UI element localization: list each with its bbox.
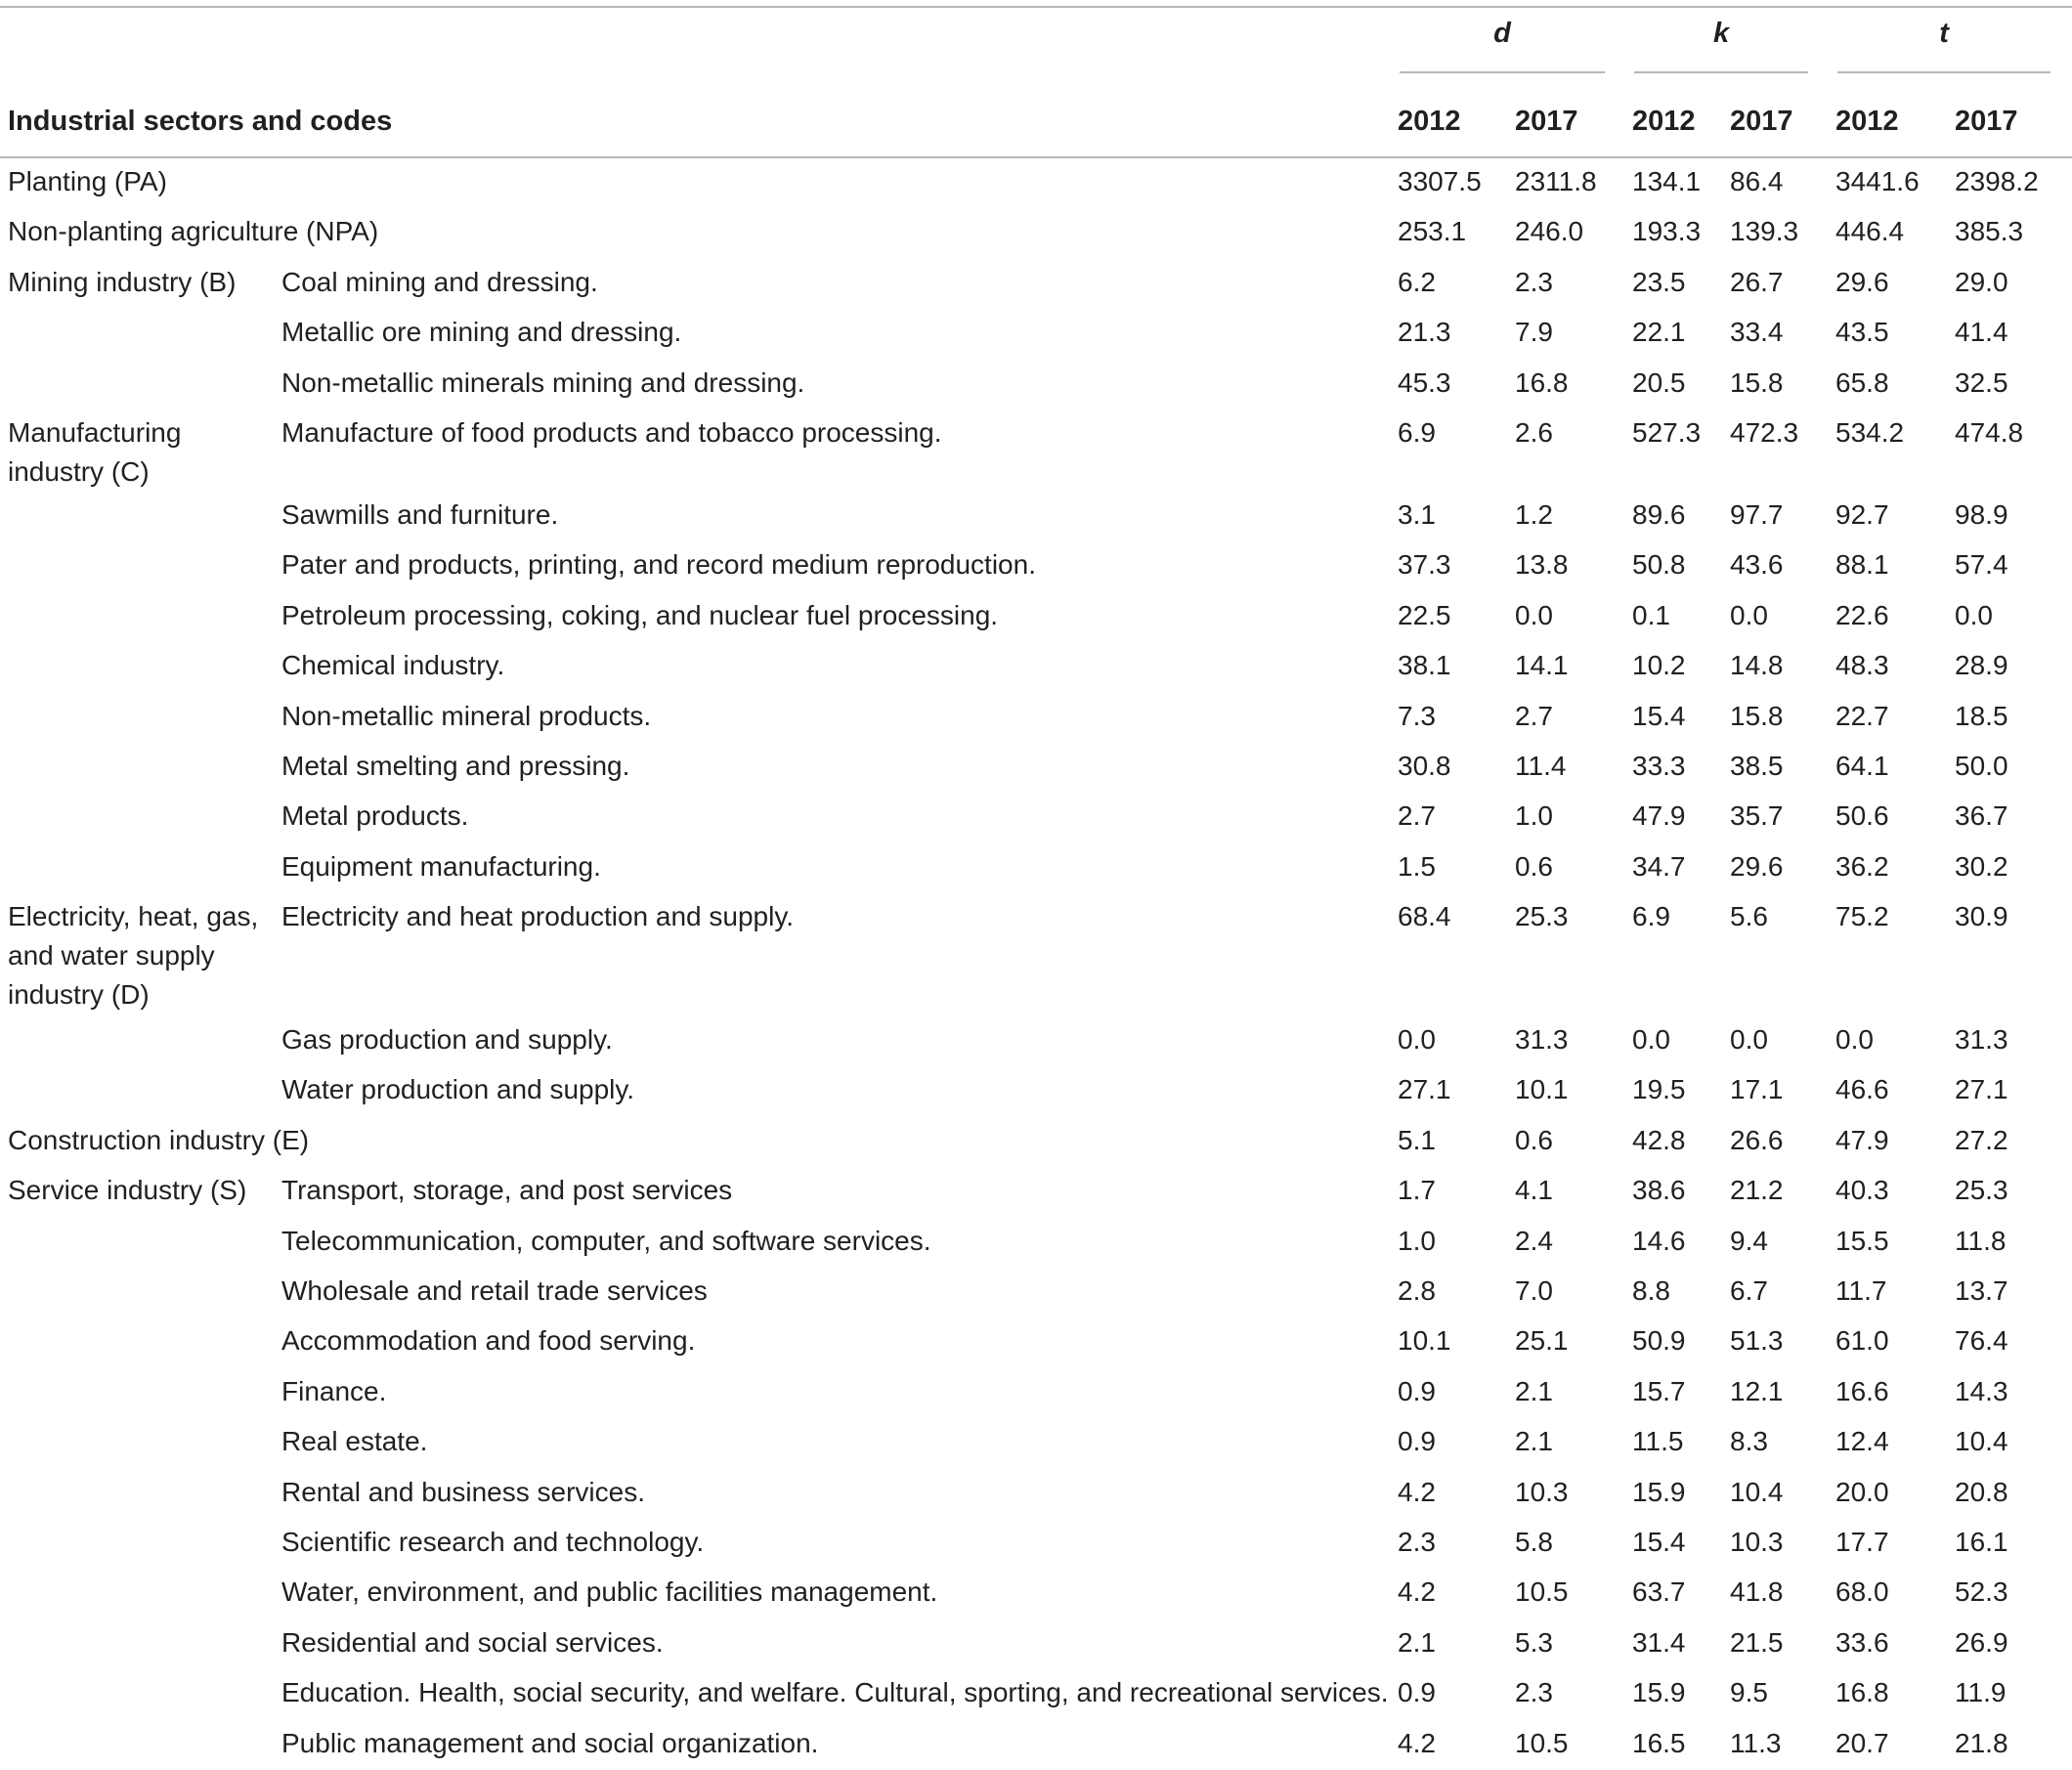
value-cell: 16.8: [1515, 367, 1569, 398]
value-cell: 472.3: [1730, 416, 1799, 448]
row-category: [0, 1066, 276, 1116]
value-cell: 27.1: [1955, 1074, 2008, 1105]
value-cell: 68.0: [1835, 1576, 1889, 1608]
value-cell: 4.1: [1515, 1175, 1553, 1206]
value-cell: 7.3: [1398, 700, 1436, 731]
value-cell: 2398.2: [1955, 166, 2039, 196]
value-cell: 64.1: [1835, 750, 1889, 781]
row-category: [0, 693, 276, 743]
value-cell: 32.5: [1955, 367, 2008, 398]
value-cell: 21.2: [1730, 1175, 1784, 1206]
table-row: [0, 1268, 2072, 1317]
value-cell: 12.4: [1835, 1426, 1889, 1457]
row-category: [0, 1619, 276, 1669]
table-row: [0, 1016, 2072, 1066]
value-cell: 0.0: [1515, 599, 1553, 630]
row-sector: Electricity and heat production and supply.: [281, 901, 795, 932]
table-body: [0, 157, 2072, 1770]
row-sector: Pater and products, printing, and record medium reproduction.: [281, 549, 1036, 581]
value-cell: 10.5: [1515, 1576, 1569, 1608]
group-header-t: t: [1830, 7, 2072, 86]
value-cell: 1.5: [1398, 850, 1436, 882]
value-cell: 2311.8: [1515, 166, 1597, 196]
value-cell: 29.6: [1835, 266, 1889, 297]
row-category: Manufacturing industry (C): [8, 416, 182, 487]
value-cell: 6.9: [1632, 901, 1670, 932]
value-cell: 0.6: [1515, 1124, 1553, 1155]
row-category: [0, 642, 276, 692]
value-cell: 2.8: [1398, 1275, 1436, 1307]
row-sector: Water, environment, and public facilities management.: [281, 1576, 938, 1608]
row-category: [0, 492, 276, 541]
table-row: [0, 642, 2072, 692]
table-row: [0, 1418, 2072, 1468]
value-cell: 385.3: [1955, 216, 2024, 247]
table-row: [0, 208, 2072, 258]
row-sector: Real estate.: [281, 1426, 428, 1457]
value-cell: 1.0: [1398, 1225, 1436, 1256]
value-cell: 13.8: [1515, 549, 1569, 581]
value-cell: 57.4: [1955, 549, 2008, 581]
value-cell: 0.9: [1398, 1677, 1436, 1708]
row-category: [0, 592, 276, 642]
value-cell: 41.4: [1955, 317, 2008, 348]
value-cell: 30.2: [1955, 850, 2008, 882]
value-cell: 14.3: [1955, 1375, 2008, 1406]
value-cell: 46.6: [1835, 1074, 1889, 1105]
value-cell: 6.7: [1730, 1275, 1768, 1307]
year-header: 2017: [1949, 86, 2072, 157]
value-cell: 52.3: [1955, 1576, 2008, 1608]
row-sector: Public management and social organization.: [281, 1727, 819, 1758]
value-cell: 20.8: [1955, 1476, 2008, 1507]
table-row: [0, 157, 2072, 208]
row-category: [0, 1268, 276, 1317]
value-cell: 42.8: [1632, 1124, 1686, 1155]
value-cell: 16.1: [1955, 1526, 2008, 1557]
table-row: [0, 1569, 2072, 1619]
row-sector: Transport, storage, and post services: [281, 1175, 733, 1206]
value-cell: 17.7: [1835, 1526, 1889, 1557]
table-row: [0, 693, 2072, 743]
value-cell: 86.4: [1730, 166, 1784, 196]
row-sector: Wholesale and retail trade services: [281, 1275, 708, 1307]
value-cell: 11.8: [1955, 1225, 2007, 1256]
value-cell: 0.6: [1515, 850, 1553, 882]
value-cell: 3.1: [1398, 498, 1436, 530]
row-sector: Equipment manufacturing.: [281, 850, 601, 882]
value-cell: 47.9: [1835, 1124, 1889, 1155]
row-sector: Non-metallic mineral products.: [281, 700, 652, 731]
value-cell: 17.1: [1730, 1074, 1784, 1105]
value-cell: 11.4: [1515, 750, 1567, 781]
value-cell: 40.3: [1835, 1175, 1889, 1206]
value-cell: 38.1: [1398, 650, 1451, 681]
value-cell: 31.3: [1515, 1024, 1569, 1056]
value-cell: 474.8: [1955, 416, 2024, 448]
value-cell: 16.5: [1632, 1727, 1686, 1758]
value-cell: 38.6: [1632, 1175, 1686, 1206]
value-cell: 11.9: [1955, 1677, 2007, 1708]
row-category: Planting (PA): [8, 166, 167, 196]
row-sector: Coal mining and dressing.: [281, 266, 598, 297]
value-cell: 43.6: [1730, 549, 1784, 581]
table-row: [0, 1167, 2072, 1217]
value-cell: 15.8: [1730, 367, 1784, 398]
value-cell: 10.1: [1398, 1325, 1451, 1357]
value-cell: 31.4: [1632, 1626, 1686, 1658]
value-cell: 22.5: [1398, 599, 1451, 630]
row-sector: Rental and business services.: [281, 1476, 645, 1507]
value-cell: 38.5: [1730, 750, 1784, 781]
year-header: 2017: [1509, 86, 1626, 157]
value-cell: 65.8: [1835, 367, 1889, 398]
value-cell: 3307.5: [1398, 166, 1482, 196]
value-cell: 20.0: [1835, 1476, 1889, 1507]
value-cell: 21.3: [1398, 317, 1451, 348]
group-header-d: d: [1392, 7, 1626, 86]
table-row: [0, 309, 2072, 359]
value-cell: 1.0: [1515, 800, 1553, 832]
table-row: [0, 1720, 2072, 1770]
table-row: [0, 1669, 2072, 1719]
row-category: [0, 743, 276, 793]
value-cell: 4.2: [1398, 1476, 1436, 1507]
row-sector: Metal products.: [281, 800, 469, 832]
value-cell: 8.3: [1730, 1426, 1768, 1457]
row-category: [0, 1720, 276, 1770]
value-cell: 36.7: [1955, 800, 2008, 832]
table-row: [0, 1519, 2072, 1569]
row-category: Non-planting agriculture (NPA): [8, 216, 379, 247]
value-cell: 22.1: [1632, 317, 1686, 348]
row-category: Construction industry (E): [8, 1124, 310, 1155]
year-header: 2012: [1392, 86, 1509, 157]
row-sector: Gas production and supply.: [281, 1024, 613, 1056]
row-sector: Water production and supply.: [281, 1074, 635, 1105]
value-cell: 29.0: [1955, 266, 2008, 297]
row-sector: Education. Health, social security, and welfare. Cultural, sporting, and recreational services.: [281, 1677, 1389, 1708]
value-cell: 2.3: [1515, 1677, 1553, 1708]
value-cell: 26.9: [1955, 1626, 2008, 1658]
row-category: [0, 1218, 276, 1268]
row-category: [0, 1368, 276, 1418]
value-cell: 22.6: [1835, 599, 1889, 630]
table-row: [0, 259, 2072, 309]
table-row: [0, 541, 2072, 591]
value-cell: 0.1: [1632, 599, 1670, 630]
row-category: Service industry (S): [8, 1175, 247, 1206]
value-cell: 10.1: [1515, 1074, 1569, 1105]
value-cell: 1.7: [1398, 1175, 1436, 1206]
value-cell: 0.0: [1632, 1024, 1670, 1056]
table-row: [0, 793, 2072, 842]
value-cell: 2.6: [1515, 416, 1553, 448]
value-cell: 2.7: [1515, 700, 1553, 731]
row-category: [0, 1519, 276, 1569]
value-cell: 97.7: [1730, 498, 1784, 530]
value-cell: 193.3: [1632, 216, 1702, 247]
value-cell: 15.4: [1632, 700, 1686, 731]
table-row: [0, 1469, 2072, 1519]
table-row: [0, 360, 2072, 410]
value-cell: 16.6: [1835, 1375, 1889, 1406]
group-header-row: [0, 7, 2072, 86]
value-cell: 15.9: [1632, 1677, 1686, 1708]
value-cell: 10.4: [1955, 1426, 2008, 1457]
value-cell: 7.9: [1515, 317, 1553, 348]
value-cell: 20.5: [1632, 367, 1686, 398]
value-cell: 1.2: [1515, 498, 1553, 530]
value-cell: 2.1: [1515, 1426, 1553, 1457]
value-cell: 11.3: [1730, 1727, 1782, 1758]
value-cell: 19.5: [1632, 1074, 1686, 1105]
value-cell: 98.9: [1955, 498, 2008, 530]
value-cell: 2.4: [1515, 1225, 1553, 1256]
value-cell: 29.6: [1730, 850, 1784, 882]
row-sector: Metallic ore mining and dressing.: [281, 317, 682, 348]
value-cell: 25.3: [1955, 1175, 2008, 1206]
year-header: 2012: [1830, 86, 1949, 157]
row-category: Mining industry (B): [8, 266, 237, 297]
value-cell: 9.4: [1730, 1225, 1768, 1256]
row-category: [0, 1669, 276, 1719]
value-cell: 23.5: [1632, 266, 1686, 297]
row-sector: Sawmills and furniture.: [281, 498, 559, 530]
value-cell: 534.2: [1835, 416, 1905, 448]
value-cell: 47.9: [1632, 800, 1686, 832]
value-cell: 13.7: [1955, 1275, 2008, 1307]
value-cell: 6.2: [1398, 266, 1436, 297]
value-cell: 11.5: [1632, 1426, 1684, 1457]
table-row: [0, 1066, 2072, 1116]
row-sector: Non-metallic minerals mining and dressing.: [281, 367, 805, 398]
value-cell: 61.0: [1835, 1325, 1889, 1357]
row-category: [0, 309, 276, 359]
row-sector: Petroleum processing, coking, and nuclear fuel processing.: [281, 599, 999, 630]
value-cell: 2.1: [1398, 1626, 1436, 1658]
value-cell: 43.5: [1835, 317, 1889, 348]
row-sector: Scientific research and technology.: [281, 1526, 705, 1557]
value-cell: 3441.6: [1835, 166, 1920, 196]
value-cell: 18.5: [1955, 700, 2008, 731]
value-cell: 139.3: [1730, 216, 1799, 247]
value-cell: 15.4: [1632, 1526, 1686, 1557]
value-cell: 27.1: [1398, 1074, 1451, 1105]
value-cell: 9.5: [1730, 1677, 1768, 1708]
row-category: [0, 541, 276, 591]
value-cell: 50.9: [1632, 1325, 1686, 1357]
value-cell: 0.0: [1730, 599, 1768, 630]
table-row: [0, 1368, 2072, 1418]
value-cell: 2.7: [1398, 800, 1436, 832]
value-cell: 34.7: [1632, 850, 1686, 882]
table-row: [0, 843, 2072, 893]
value-cell: 2.3: [1515, 266, 1553, 297]
value-cell: 25.1: [1515, 1325, 1569, 1357]
data-table: [0, 6, 2072, 1770]
value-cell: 246.0: [1515, 216, 1584, 247]
value-cell: 14.1: [1515, 650, 1569, 681]
value-cell: 134.1: [1632, 166, 1702, 196]
row-sector: Metal smelting and pressing.: [281, 750, 630, 781]
value-cell: 8.8: [1632, 1275, 1670, 1307]
value-cell: 0.0: [1398, 1024, 1436, 1056]
row-category: [0, 1418, 276, 1468]
value-cell: 25.3: [1515, 901, 1569, 932]
value-cell: 2.1: [1515, 1375, 1553, 1406]
value-cell: 26.6: [1730, 1124, 1784, 1155]
row-sector: Accommodation and food serving.: [281, 1325, 696, 1357]
value-cell: 63.7: [1632, 1576, 1686, 1608]
value-cell: 20.7: [1835, 1727, 1889, 1758]
value-cell: 446.4: [1835, 216, 1905, 247]
value-cell: 15.8: [1730, 700, 1784, 731]
value-cell: 5.3: [1515, 1626, 1553, 1658]
value-cell: 10.2: [1632, 650, 1686, 681]
row-sector: Finance.: [281, 1375, 387, 1406]
value-cell: 0.0: [1835, 1024, 1874, 1056]
row-category: [0, 1469, 276, 1519]
row-category: [0, 793, 276, 842]
row-category: [0, 843, 276, 893]
value-cell: 4.2: [1398, 1727, 1436, 1758]
value-cell: 21.5: [1730, 1626, 1784, 1658]
value-cell: 253.1: [1398, 216, 1467, 247]
value-cell: 33.6: [1835, 1626, 1889, 1658]
value-cell: 14.8: [1730, 650, 1784, 681]
column-header-sectors: Industrial sectors and codes: [0, 86, 1392, 157]
value-cell: 4.2: [1398, 1576, 1436, 1608]
value-cell: 14.6: [1632, 1225, 1686, 1256]
value-cell: 16.8: [1835, 1677, 1889, 1708]
table-row: [0, 1218, 2072, 1268]
table-row: [0, 592, 2072, 642]
value-cell: 31.3: [1955, 1024, 2008, 1056]
value-cell: 37.3: [1398, 549, 1451, 581]
value-cell: 5.1: [1398, 1124, 1436, 1155]
year-header: 2012: [1626, 86, 1724, 157]
year-header: 2017: [1724, 86, 1830, 157]
table-row: [0, 893, 2072, 1016]
row-category: [0, 360, 276, 410]
table-row: [0, 492, 2072, 541]
row-sector: Manufacture of food products and tobacco processing.: [281, 416, 942, 448]
row-category: [0, 1317, 276, 1367]
value-cell: 33.4: [1730, 317, 1784, 348]
table-row: [0, 1317, 2072, 1367]
value-cell: 88.1: [1835, 549, 1889, 581]
value-cell: 41.8: [1730, 1576, 1784, 1608]
row-sector: Chemical industry.: [281, 650, 505, 681]
value-cell: 11.7: [1835, 1275, 1887, 1307]
value-cell: 5.6: [1730, 901, 1768, 932]
row-category: [0, 1569, 276, 1619]
value-cell: 12.1: [1730, 1375, 1784, 1406]
value-cell: 0.0: [1955, 599, 1993, 630]
value-cell: 10.3: [1515, 1476, 1569, 1507]
value-cell: 22.7: [1835, 700, 1889, 731]
value-cell: 33.3: [1632, 750, 1686, 781]
value-cell: 15.9: [1632, 1476, 1686, 1507]
value-cell: 50.0: [1955, 750, 2008, 781]
value-cell: 26.7: [1730, 266, 1784, 297]
value-cell: 5.8: [1515, 1526, 1553, 1557]
year-header-row: [0, 86, 2072, 157]
value-cell: 6.9: [1398, 416, 1436, 448]
value-cell: 0.0: [1730, 1024, 1768, 1056]
row-category: Electricity, heat, gas, and water supply industry (D): [8, 901, 259, 1011]
table-row: [0, 410, 2072, 492]
value-cell: 527.3: [1632, 416, 1702, 448]
group-header-k: k: [1626, 7, 1830, 86]
value-cell: 10.5: [1515, 1727, 1569, 1758]
value-cell: 21.8: [1955, 1727, 2008, 1758]
value-cell: 30.8: [1398, 750, 1451, 781]
value-cell: 10.3: [1730, 1526, 1784, 1557]
value-cell: 36.2: [1835, 850, 1889, 882]
table-row: [0, 743, 2072, 793]
value-cell: 50.8: [1632, 549, 1686, 581]
table-row: [0, 1619, 2072, 1669]
value-cell: 48.3: [1835, 650, 1889, 681]
value-cell: 35.7: [1730, 800, 1784, 832]
value-cell: 45.3: [1398, 367, 1451, 398]
table-row: [0, 1117, 2072, 1167]
value-cell: 10.4: [1730, 1476, 1784, 1507]
value-cell: 28.9: [1955, 650, 2008, 681]
value-cell: 68.4: [1398, 901, 1451, 932]
value-cell: 7.0: [1515, 1275, 1553, 1307]
row-category: [0, 1016, 276, 1066]
value-cell: 15.7: [1632, 1375, 1686, 1406]
value-cell: 15.5: [1835, 1225, 1889, 1256]
value-cell: 51.3: [1730, 1325, 1784, 1357]
value-cell: 27.2: [1955, 1124, 2008, 1155]
value-cell: 0.9: [1398, 1426, 1436, 1457]
value-cell: 0.9: [1398, 1375, 1436, 1406]
value-cell: 89.6: [1632, 498, 1686, 530]
value-cell: 92.7: [1835, 498, 1889, 530]
value-cell: 50.6: [1835, 800, 1889, 832]
row-sector: Residential and social services.: [281, 1626, 664, 1658]
value-cell: 76.4: [1955, 1325, 2008, 1357]
row-sector: Telecommunication, computer, and software services.: [281, 1225, 931, 1256]
value-cell: 2.3: [1398, 1526, 1436, 1557]
value-cell: 30.9: [1955, 901, 2008, 932]
value-cell: 75.2: [1835, 901, 1889, 932]
